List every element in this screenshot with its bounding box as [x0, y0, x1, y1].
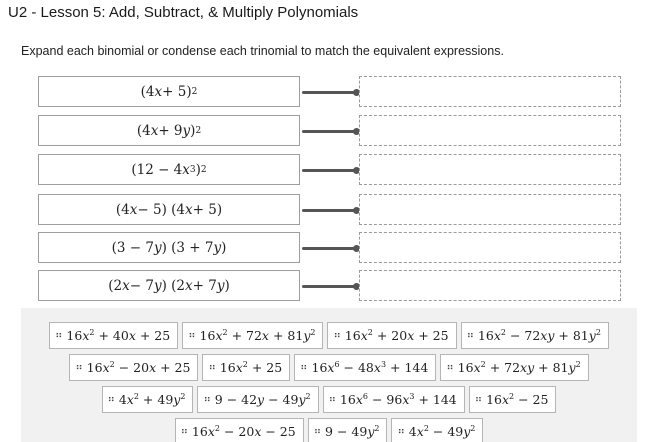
drag-handle-icon: ⠶ — [446, 362, 453, 373]
answer-tile-expression: $16x^2 - 72xy + 81y^2$ — [477, 327, 601, 344]
drop-zone-6[interactable] — [359, 270, 621, 301]
drag-handle-icon: ⠶ — [75, 362, 82, 373]
answer-row — [21, 386, 637, 413]
answer-tile[interactable] — [327, 322, 456, 349]
answer-tile[interactable] — [49, 322, 178, 349]
connector-line-icon — [302, 130, 362, 134]
connector-line-icon — [302, 91, 362, 95]
drop-zone-1[interactable] — [359, 76, 621, 107]
answer-tile-expression: $16x^2 + 20x + 25$ — [344, 327, 449, 344]
answer-tile[interactable] — [197, 386, 318, 413]
drag-handle-icon: ⠶ — [300, 362, 307, 373]
prompt-3: (12 − 4 x 3 ) 2 — [38, 154, 300, 185]
answer-tile[interactable] — [440, 354, 588, 381]
drag-handle-icon: ⠶ — [333, 330, 340, 341]
connector-line-icon — [302, 285, 362, 289]
connector-line-icon — [302, 169, 362, 173]
matching-panel — [21, 64, 637, 442]
connector-line-icon — [302, 209, 362, 213]
answer-row — [21, 418, 637, 442]
match-area — [21, 64, 637, 308]
answer-row — [21, 354, 637, 381]
answer-tile[interactable] — [202, 354, 290, 381]
drag-handle-icon: ⠶ — [328, 394, 335, 405]
answer-tile[interactable] — [294, 354, 436, 381]
drag-handle-icon: ⠶ — [208, 362, 215, 373]
answer-tile-expression: $4x^2 - 49y^2$ — [408, 423, 476, 440]
answer-tile[interactable] — [102, 386, 194, 413]
answer-tile[interactable] — [175, 418, 304, 442]
drag-handle-icon: ⠶ — [397, 426, 404, 437]
prompt-5: (3 − 7 y ) (3 + 7 y ) — [38, 232, 300, 263]
prompt-1: (4 x + 5) 2 — [38, 76, 300, 107]
instructions: Expand each binomial or condense each trinomial to match the equivalent expressions. — [21, 44, 504, 58]
drop-zone-5[interactable] — [359, 232, 621, 263]
drag-handle-icon: ⠶ — [466, 330, 473, 341]
drag-handle-icon: ⠶ — [474, 394, 482, 405]
answer-tile-expression: $16x^2 - 25$ — [486, 391, 549, 408]
answer-bank — [21, 322, 637, 442]
answer-row — [21, 322, 637, 349]
answer-tile-expression: $9 - 49y^2$ — [325, 423, 380, 440]
page-title: U2 - Lesson 5: Add, Subtract, & Multiply Polynomials — [8, 4, 359, 21]
drag-handle-icon: ⠶ — [313, 426, 321, 437]
drag-handle-icon: ⠶ — [203, 394, 210, 405]
drop-zone-4[interactable] — [359, 194, 621, 225]
answer-tile[interactable] — [323, 386, 465, 413]
answer-tile[interactable] — [69, 354, 198, 381]
answer-tile[interactable] — [308, 418, 388, 442]
drag-handle-icon: ⠶ — [55, 330, 62, 341]
answer-tile-expression: $16x^2 + 25$ — [219, 359, 283, 376]
drag-handle-icon: ⠶ — [107, 394, 114, 405]
drop-zone-2[interactable] — [359, 115, 621, 146]
answer-tile-expression: $16x^2 + 72xy + 81y^2$ — [457, 359, 581, 376]
answer-tile-expression: $16x^2 + 40x + 25$ — [66, 327, 171, 344]
answer-tile-expression: $16x^2 - 20x + 25$ — [86, 359, 191, 376]
answer-tile[interactable] — [469, 386, 557, 413]
answer-tile-expression: $16x^6 - 96x^3 + 144$ — [339, 391, 457, 408]
answer-tile-expression: $9 - 42y - 49y^2$ — [214, 391, 311, 408]
answer-tile-expression: $4x^2 + 49y^2$ — [118, 391, 186, 408]
drag-handle-icon: ⠶ — [180, 426, 187, 437]
prompt-2: (4 x + 9 y ) 2 — [38, 115, 300, 146]
answer-tile[interactable] — [182, 322, 323, 349]
answer-tile-expression: $16x^2 + 72x + 81y^2$ — [199, 327, 316, 344]
prompt-4: (4 x − 5) (4 x + 5) — [38, 194, 300, 225]
prompt-6: (2 x − 7 y ) (2 x + 7 y ) — [38, 270, 300, 301]
answer-tile[interactable] — [391, 418, 483, 442]
drop-zone-3[interactable] — [359, 154, 621, 185]
answer-tile-expression: $16x^6 - 48x^3 + 144$ — [311, 359, 429, 376]
answer-tile-expression: $16x^2 - 20x - 25$ — [191, 423, 296, 440]
connector-line-icon — [302, 247, 362, 251]
drag-handle-icon: ⠶ — [188, 330, 195, 341]
answer-tile[interactable] — [461, 322, 609, 349]
